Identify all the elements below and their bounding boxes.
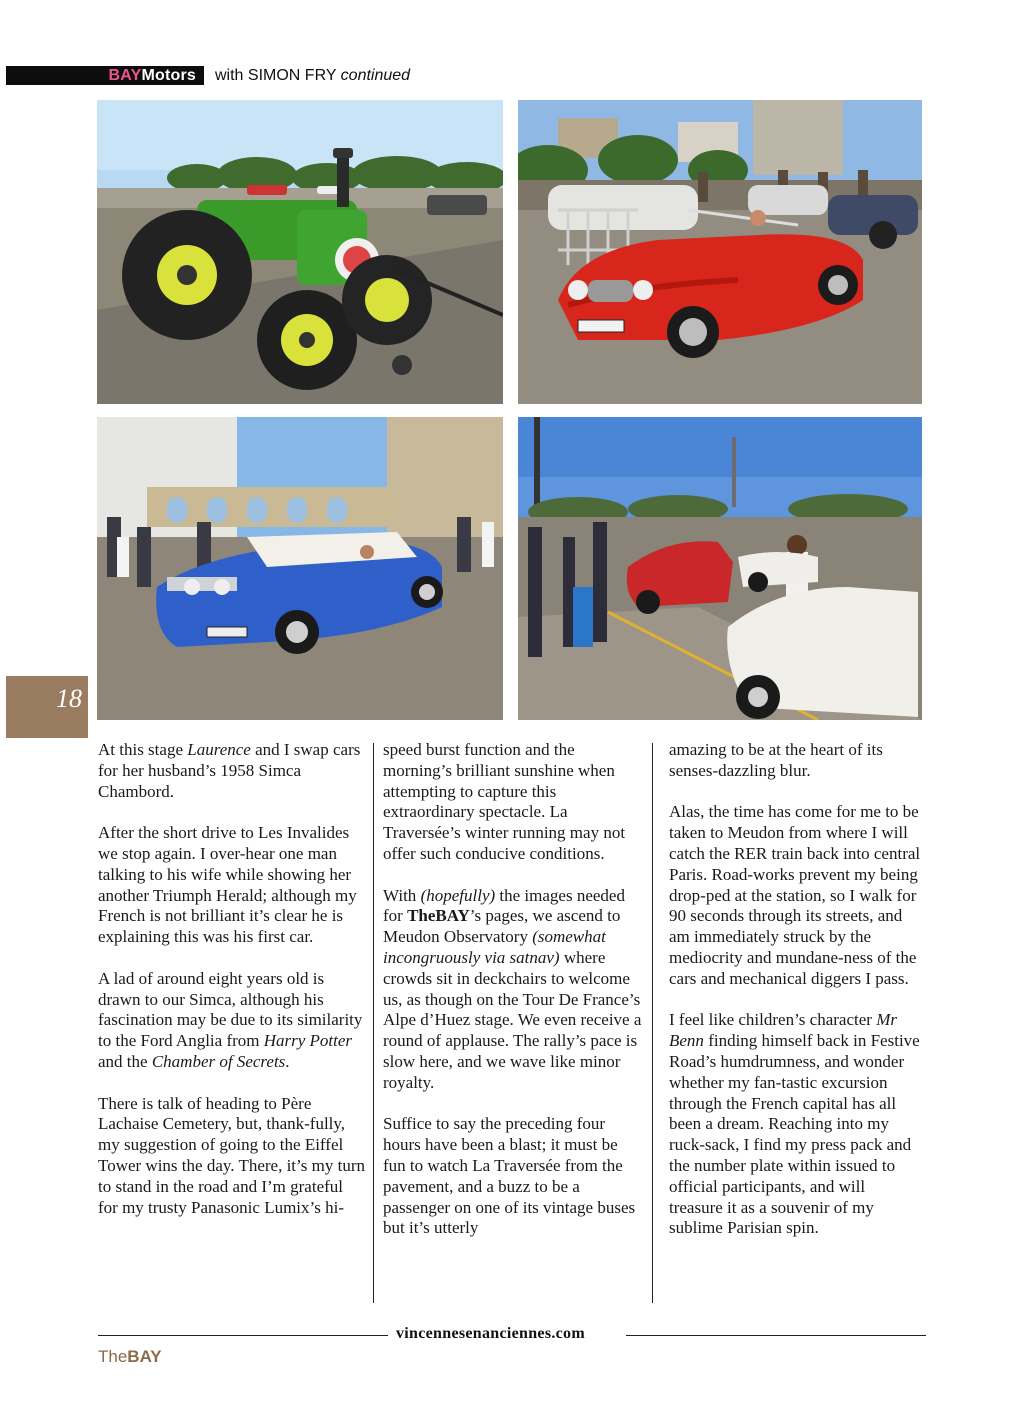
page-number: 18 [56,684,82,713]
paragraph: I feel like children’s character Mr Benn finding himself back in Festive Road’s humdrumness, and wonder whether my fan-tastic excursion through the French capital has all been a dream. Reaching into my ruck-sack, I find my press pack and the number plate within issued to official participants, and will treasure it as a souvenir of my sublime Parisian spin. [669,1010,920,1238]
article-column-3 [669,740,923,1260]
paragraph: amazing to be at the heart of its senses-dazzling blur. [669,740,883,780]
page-number-tab [6,676,88,738]
paragraph: Alas, the time has come for me to be taken to Meudon from where I will catch the RER train back into central Paris. Road-works prevent my being drop-ped at the station, so I walk for 90 seconds through its streets, and am immediately struck by the mediocrity and mundane-ness of the cars and mechanical diggers I pass. [669,802,921,988]
paragraph: A lad of around eight years old is drawn to our Simca, although his fascination may be due to its similarity to the Ford Anglia from Harry Potter and the Chamber of Secrets. [98,968,363,1071]
header-title [215,66,410,85]
photo-red-convertible [518,100,922,404]
paragraph: At this stage Laurence and I swap cars for her husband’s 1958 Simca Chambord. [98,740,361,801]
brand-motors: Motors [141,67,196,84]
column-divider [652,743,653,1303]
photo-blue-convertible [97,417,503,720]
footer-logo-the: The [98,1347,128,1366]
brand-bay: BAY [108,67,142,84]
article-column-2 [383,740,643,1260]
paragraph: There is talk of heading to Père Lachaise Cemetery, but, thank-fully, my suggestion of going to the Eiffel Tower wins the day. There, it’s my turn to stand in the road and I’m grateful for my trusty Panasonic Lumix’s hi- [98,1093,365,1217]
photo-green-tractor [97,100,503,404]
footer-rule-left [98,1335,388,1336]
article-column-1 [98,740,366,1239]
header-title-suffix: continued [340,67,411,84]
paragraph: Suffice to say the preceding four hours have been a blast; it must be fun to watch La Traversée from the pavement, and a buzz to be a passenger on one of its vintage buses but it’s utterly [383,1114,636,1238]
section-brand [109,66,196,85]
footer-logo [98,1347,162,1367]
paragraph: After the short drive to Les Invalides we stop again. I over-hear one man talking to his wife while showing her another Triumph Herald; although my French is not brilliant it’s clear he is explaining this was his first car. [98,823,357,947]
photo-cars-crowd [518,417,922,720]
paragraph: With (hopefully) the images needed for TheBAY’s pages, we ascend to Meudon Observatory (somewhat incongruously via satnav) where crowds sit in deckchairs to welcome us, as though on the Tour De France’s Alpe d’Huez stage. We even receive a round of applause. The rally’s pace is slow here, and we wave like minor royalty. [383,885,642,1092]
column-divider [373,743,374,1303]
header-title-main: with SIMON FRY [215,67,337,84]
header-brand-bar [6,66,204,85]
footer-rule-right [626,1335,926,1336]
footer-logo-bay: BAY [127,1347,162,1366]
footer-url-link[interactable]: vincennesenanciennes.com [396,1325,585,1342]
paragraph: speed burst function and the morning’s brilliant sunshine when attempting to capture this extraordinary spectacle. La Traversée’s winter running may not offer such conducive conditions. [383,740,626,863]
